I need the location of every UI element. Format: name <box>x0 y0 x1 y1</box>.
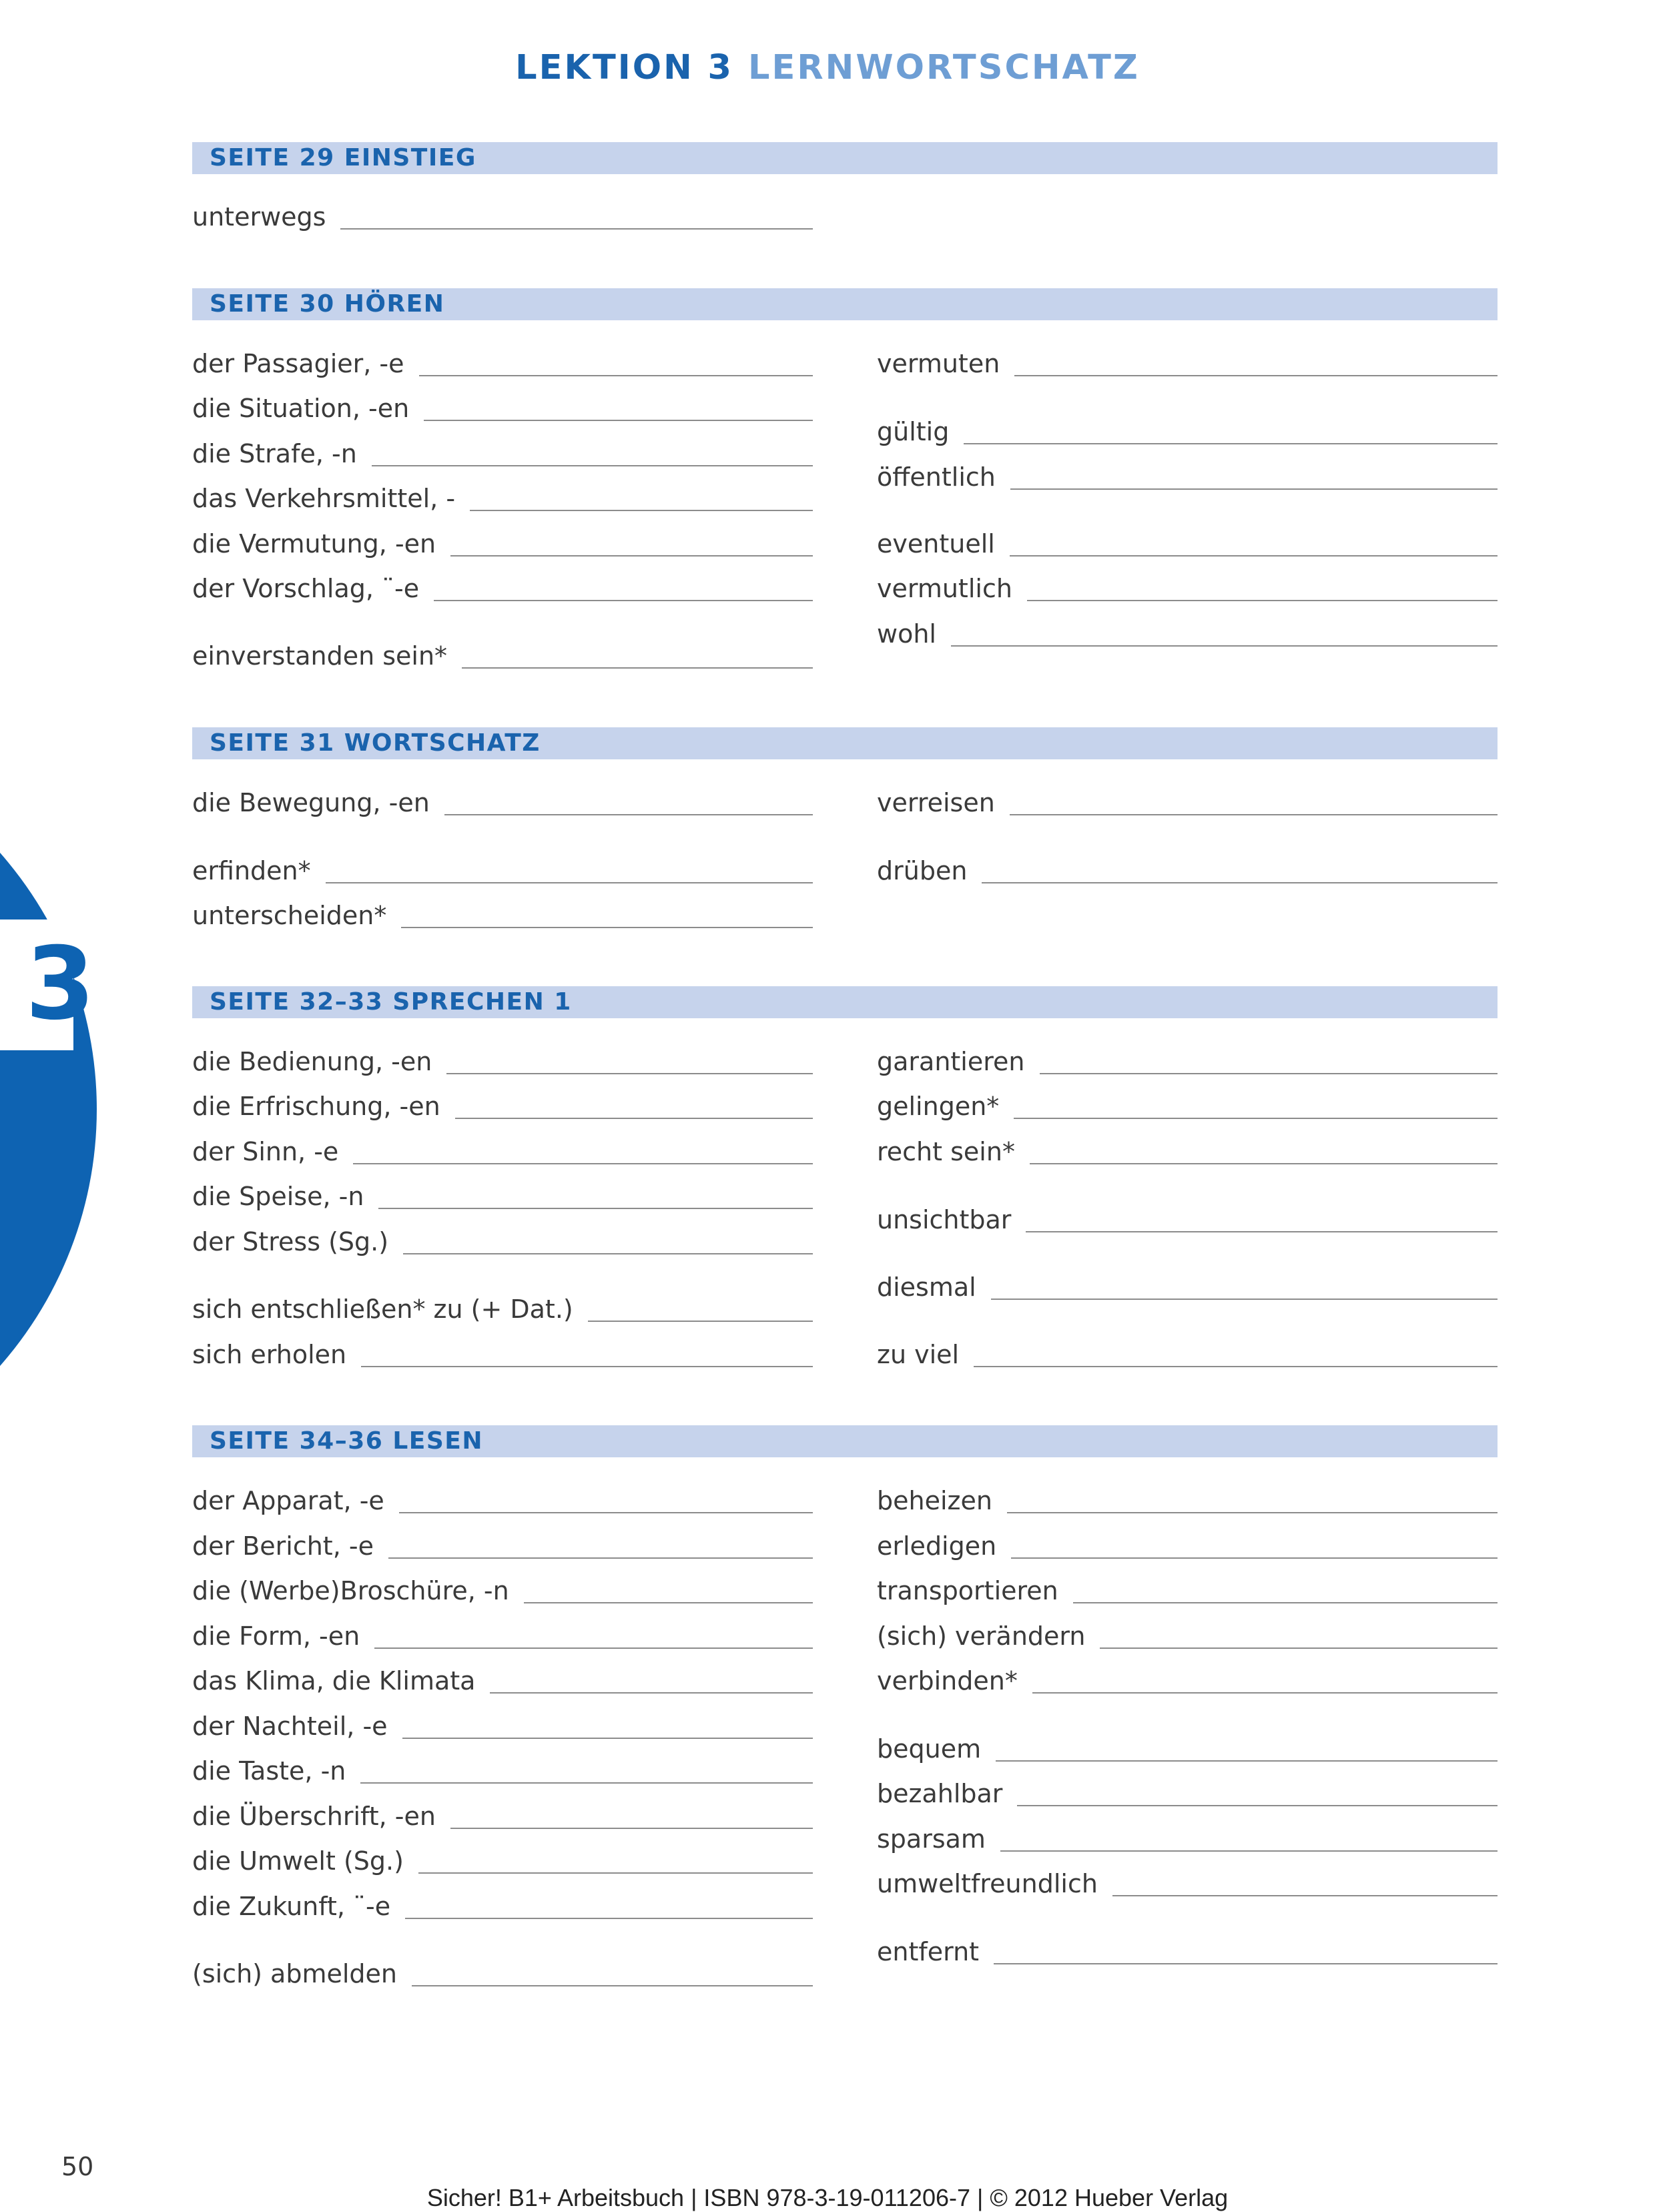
vocab-word: die Strafe, -n <box>192 439 357 468</box>
vocab-word: der Passagier, -e <box>192 349 404 378</box>
vocab-word: der Sinn, -e <box>192 1137 339 1166</box>
vocab-word: erfinden* <box>192 856 311 885</box>
write-in-line[interactable] <box>1014 375 1498 376</box>
vocab-entry <box>877 1777 1498 1810</box>
vocab-word: öffentlich <box>877 462 996 492</box>
write-in-line[interactable] <box>1011 1557 1498 1559</box>
vocab-word: das Verkehrsmittel, - <box>192 484 456 513</box>
vocab-entry <box>192 1957 813 1990</box>
vocab-word: vermuten <box>877 349 1000 378</box>
write-in-line[interactable] <box>1112 1895 1498 1896</box>
write-in-line[interactable] <box>418 1872 813 1874</box>
vocab-entry <box>192 1890 813 1923</box>
vocab-entry <box>877 1935 1498 1968</box>
write-in-line[interactable] <box>974 1366 1498 1367</box>
vocab-word: der Bericht, -e <box>192 1531 374 1561</box>
vocab-word: garantieren <box>877 1047 1025 1076</box>
vocab-word: erledigen <box>877 1531 997 1561</box>
section-heading-bar <box>192 142 1498 174</box>
write-in-line[interactable] <box>374 1647 813 1649</box>
write-in-line[interactable] <box>588 1321 813 1322</box>
section-heading-bar <box>192 288 1498 320</box>
write-in-line[interactable] <box>951 645 1498 647</box>
write-in-line[interactable] <box>490 1692 813 1694</box>
vocab-word: unterwegs <box>192 202 326 232</box>
vocab-entry <box>877 572 1498 605</box>
vocab-entry <box>877 1045 1498 1078</box>
section-heading-bar <box>192 1425 1498 1457</box>
vocab-word: bequem <box>877 1734 982 1764</box>
vocab-entry <box>192 1484 813 1517</box>
write-in-line[interactable] <box>1010 555 1498 557</box>
vocab-word: das Klima, die Klimata <box>192 1666 476 1696</box>
vocab-entry <box>192 1090 813 1123</box>
vocab-word: die Bewegung, -en <box>192 788 430 817</box>
vocab-entry <box>877 617 1498 651</box>
vocab-word: die Speise, -n <box>192 1182 364 1211</box>
write-in-line[interactable] <box>326 882 813 883</box>
write-in-line[interactable] <box>1026 1231 1498 1232</box>
vocab-word: umweltfreundlich <box>877 1869 1098 1898</box>
vocab-entry <box>192 1529 813 1563</box>
vocab-entry <box>192 1619 813 1653</box>
write-in-line[interactable] <box>1040 1073 1498 1074</box>
vocab-word: einverstanden sein* <box>192 641 448 671</box>
vocab-word: vermutlich <box>877 574 1012 603</box>
chapter-number: 3 <box>25 926 95 1042</box>
vocab-entry <box>877 1338 1498 1371</box>
vocab-word: sich erholen <box>192 1340 347 1369</box>
vocab-entry <box>192 1710 813 1743</box>
vocab-word: sparsam <box>877 1824 986 1854</box>
vocab-entry <box>192 639 813 673</box>
write-in-line[interactable] <box>1007 1512 1498 1513</box>
vocab-word: zu viel <box>877 1340 960 1369</box>
vocab-entry <box>192 1664 813 1698</box>
vocab-word: gültig <box>877 417 950 446</box>
vocab-word: eventuell <box>877 529 995 559</box>
vocab-entry <box>192 1180 813 1213</box>
write-in-line[interactable] <box>401 927 813 928</box>
vocab-word: gelingen* <box>877 1092 1000 1121</box>
write-in-line[interactable] <box>1073 1602 1498 1603</box>
vocab-entry <box>192 1800 813 1833</box>
write-in-line[interactable] <box>455 1118 813 1119</box>
vocab-word: bezahlbar <box>877 1779 1003 1808</box>
vocab-word: der Vorschlag, ¨-e <box>192 574 420 603</box>
section-heading: SEITE 32–33 SPRECHEN 1 <box>210 988 572 1016</box>
write-in-line[interactable] <box>388 1557 813 1559</box>
write-in-line[interactable] <box>405 1918 813 1919</box>
vocab-word: sich entschließen* zu (+ Dat.) <box>192 1295 573 1324</box>
vocab-word: transportieren <box>877 1576 1058 1605</box>
vocab-entry <box>192 527 813 561</box>
vocab-entry <box>192 1844 813 1878</box>
vocab-entry <box>877 1484 1498 1517</box>
section-heading: SEITE 34–36 LESEN <box>210 1427 484 1455</box>
section-heading-bar <box>192 727 1498 759</box>
vocab-word: der Nachteil, -e <box>192 1712 388 1741</box>
vocab-entry <box>192 437 813 470</box>
vocab-word: beheizen <box>877 1486 992 1515</box>
vocab-entry <box>877 347 1498 380</box>
vocab-entry <box>877 1664 1498 1698</box>
vocab-word: recht sein* <box>877 1137 1015 1166</box>
write-in-line[interactable] <box>470 510 813 511</box>
vocab-entry <box>877 527 1498 561</box>
section-heading: SEITE 30 HÖREN <box>210 290 445 318</box>
vocab-entry <box>877 1270 1498 1304</box>
vocab-word: unterscheiden* <box>192 901 387 930</box>
write-in-line[interactable] <box>424 420 813 421</box>
write-in-line[interactable] <box>399 1512 813 1513</box>
write-in-line[interactable] <box>991 1299 1498 1300</box>
vocab-entry <box>192 1338 813 1371</box>
vocab-entry <box>877 1867 1498 1900</box>
section-heading: SEITE 29 EINSTIEG <box>210 144 476 171</box>
write-in-line[interactable] <box>378 1208 813 1209</box>
write-in-line[interactable] <box>446 1073 813 1074</box>
write-in-line[interactable] <box>434 600 813 601</box>
vocab-word: unsichtbar <box>877 1205 1012 1234</box>
vocab-word: (sich) abmelden <box>192 1959 398 1988</box>
vocab-word: (sich) verändern <box>877 1621 1086 1651</box>
vocab-word: die Situation, -en <box>192 394 410 423</box>
vocab-word: entfernt <box>877 1937 980 1966</box>
vocab-entry <box>192 572 813 605</box>
page-heading: LERNWORTSCHATZ <box>748 48 1140 87</box>
write-in-line[interactable] <box>994 1963 1498 1964</box>
write-in-line[interactable] <box>1014 1118 1498 1119</box>
write-in-line[interactable] <box>450 1828 813 1829</box>
write-in-line[interactable] <box>340 228 813 230</box>
write-in-line[interactable] <box>450 555 813 557</box>
vocab-entry <box>877 415 1498 448</box>
write-in-line[interactable] <box>1030 1163 1498 1164</box>
write-in-line[interactable] <box>444 814 813 815</box>
write-in-line[interactable] <box>1032 1692 1498 1694</box>
vocab-entry <box>192 200 813 234</box>
write-in-line[interactable] <box>1010 488 1498 490</box>
vocab-entry <box>192 482 813 515</box>
vocab-entry <box>192 392 813 425</box>
vocab-word: wohl <box>877 619 936 649</box>
write-in-line[interactable] <box>1000 1850 1498 1852</box>
write-in-line[interactable] <box>1010 814 1498 815</box>
vocab-entry <box>192 1293 813 1326</box>
write-in-line[interactable] <box>964 443 1498 444</box>
vocab-entry <box>877 1135 1498 1168</box>
vocab-word: verreisen <box>877 788 995 817</box>
write-in-line[interactable] <box>361 1366 813 1367</box>
vocab-word: die (Werbe)Broschüre, -n <box>192 1576 509 1605</box>
write-in-line[interactable] <box>462 667 813 669</box>
vocab-word: die Vermutung, -en <box>192 529 436 559</box>
vocab-entry <box>192 347 813 380</box>
vocab-word: die Form, -en <box>192 1621 360 1651</box>
vocab-entry <box>877 1619 1498 1653</box>
vocab-entry <box>192 1225 813 1258</box>
vocab-entry <box>192 899 813 932</box>
vocab-entry <box>192 786 813 819</box>
vocab-word: der Stress (Sg.) <box>192 1227 389 1256</box>
write-in-line[interactable] <box>982 882 1498 883</box>
vocab-entry <box>192 1135 813 1168</box>
write-in-line[interactable] <box>524 1602 813 1603</box>
write-in-line[interactable] <box>419 375 813 376</box>
write-in-line[interactable] <box>353 1163 813 1164</box>
vocab-word: die Taste, -n <box>192 1756 346 1786</box>
write-in-line[interactable] <box>412 1985 813 1986</box>
vocab-entry <box>877 1574 1498 1607</box>
vocab-word: die Überschrift, -en <box>192 1802 436 1831</box>
vocab-word: diesmal <box>877 1272 976 1302</box>
vocab-word: die Umwelt (Sg.) <box>192 1846 404 1876</box>
write-in-line[interactable] <box>372 465 813 466</box>
vocab-entry <box>877 1732 1498 1766</box>
section-heading: SEITE 31 WORTSCHATZ <box>210 729 541 757</box>
write-in-line[interactable] <box>360 1782 813 1784</box>
write-in-line[interactable] <box>996 1760 1498 1762</box>
vocab-entry <box>877 1822 1498 1856</box>
vocab-entry <box>192 854 813 887</box>
vocab-entry <box>877 1529 1498 1563</box>
write-in-line[interactable] <box>1027 600 1498 601</box>
vocab-entry <box>192 1754 813 1788</box>
vocab-word: die Erfrischung, -en <box>192 1092 440 1121</box>
page-title <box>0 48 1655 87</box>
chapter-tab-circle <box>0 721 97 1498</box>
write-in-line[interactable] <box>1100 1647 1498 1649</box>
write-in-line[interactable] <box>403 1253 813 1254</box>
vocab-entry <box>877 1090 1498 1123</box>
write-in-line[interactable] <box>1017 1805 1498 1806</box>
vocab-word: der Apparat, -e <box>192 1486 384 1515</box>
vocab-entry <box>877 854 1498 887</box>
vocab-word: verbinden* <box>877 1666 1018 1696</box>
vocab-word: die Bedienung, -en <box>192 1047 432 1076</box>
vocab-word: drüben <box>877 856 968 885</box>
vocab-word: die Zukunft, ¨-e <box>192 1892 391 1921</box>
vocab-entry <box>192 1045 813 1078</box>
vocab-entry <box>877 1203 1498 1236</box>
write-in-line[interactable] <box>402 1738 813 1739</box>
section-heading-bar <box>192 986 1498 1018</box>
lesson-label: LEKTION 3 <box>515 48 734 87</box>
vocab-entry <box>877 460 1498 494</box>
footer-copyright: Sicher! B1+ Arbeitsbuch | ISBN 978-3-19-011206-7 | © 2012 Hueber Verlag <box>426 2184 1229 2211</box>
page-number: 50 <box>61 2152 94 2181</box>
vocab-entry <box>877 786 1498 819</box>
vocab-entry <box>192 1574 813 1607</box>
